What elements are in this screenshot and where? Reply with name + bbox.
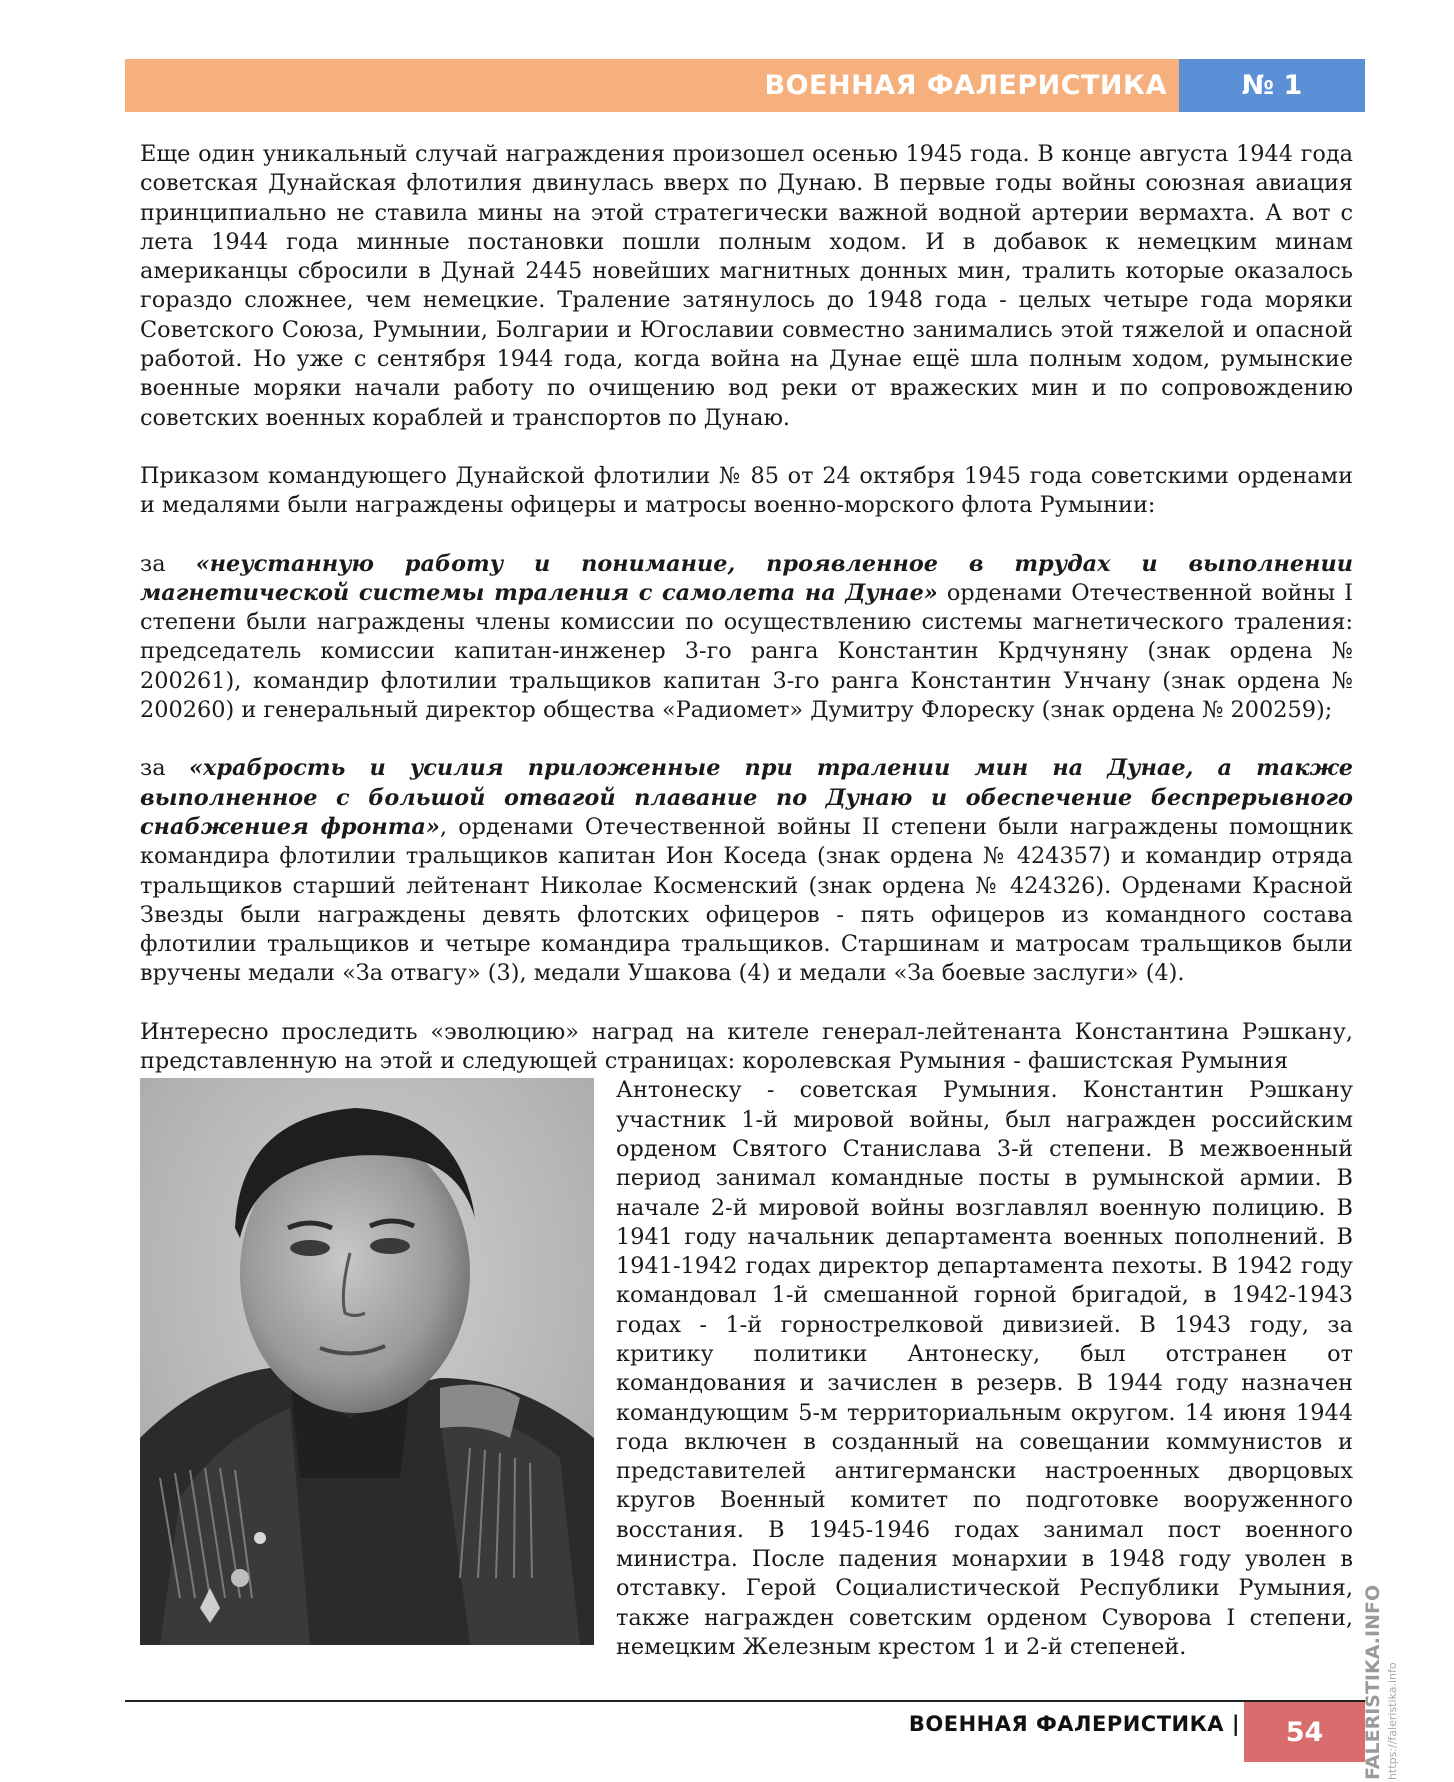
paragraph-2: Приказом командующего Дунайской флотилии № 85 от 24 октября 1945 года советскими орденами и медалями были награждены офицеры и матросы военно-морского флота Румынии: [140, 462, 1353, 519]
paragraph-4-text: , орденами Отечественной войны II степени были награждены помощник командира флотилии тральщиков капитан Ион Коседа (знак ордена № 424357) и командир отряда тральщиков старший лейтенант Николае Косменский (знак ордена № 424326). Орденами Красной Звезды были награждены девять флотских офицеров - пять офицеров из командного состава флотилии тральщиков и четыре командира тральщиков. Старшинам и матросам тральщиков были вручены медали «За отвагу» (3), медали Ушакова (4) и медали «За боевые заслуги» (4). [140, 813, 1353, 987]
paragraph-4 [140, 754, 1353, 988]
general-portrait-photo [140, 1078, 594, 1645]
issue-number: № 1 [1179, 59, 1365, 112]
page-header [125, 59, 1365, 112]
paragraph-3-quote: «неустанную работу и понимание, проявленное в трудах и выполнении магнетической системы траления с самолета на Дунае» [140, 550, 1353, 606]
site-watermark [1362, 1584, 1402, 1780]
watermark-url: https://faleristika.info [1386, 1662, 1399, 1780]
journal-title: ВОЕННАЯ ФАЛЕРИСТИКА [125, 59, 1179, 112]
watermark-site-name: FALERISTIKA.INFO [1362, 1584, 1384, 1780]
paragraph-1: Еще один уникальный случай награждения произошел осенью 1945 года. В конце августа 1944 года советская Дунайская флотилия двинулась вверх по Дунаю. В первые годы войны союзная авиация принципиально не ставила мины на этой стратегически важной водной артерии вермахта. А вот с лета 1944 года минные постановки пошли полным ходом. И в добавок к немецким минам американцы сбросили в Дунай 2445 новейших магнитных донных мин, тралить которые оказалось гораздо сложнее, чем немецкие. Траление затянулось до 1948 года - целых четыре года моряки Советского Союза, Румынии, Болгарии и Югославии совместно занимались этой тяжелой и опасной работой. Но уже с сентября 1944 года, когда война на Дунае ещё шла полным ходом, румынские военные моряки начали работу по очищению вод реки от вражеских мин и по сопровождению советских военных кораблей и транспортов по Дунаю. [140, 141, 1353, 431]
paragraph-3-text: орденами Отечественной войны I степени были награждены члены комиссии по осуществлению системы магнетического траления: председатель комиссии капитан-инженер 3-го ранга Константин Крдчуняну (знак ордена № 200261), командир флотилии тральщиков капитан 3-го ранга Константин Унчану (знак ордена № 200260) и генеральный директор общества «Радиомет» Думитру Флореску (знак ордена № 200259); [140, 579, 1353, 724]
article-body [140, 140, 1353, 1662]
footer-journal-title: ВОЕННАЯ ФАЛЕРИСТИКА | [908, 1712, 1240, 1736]
paragraph-5-intro: Интересно проследить «эволюцию» наград на кителе генерал-лейтенанта Константина Рэшкану, представленную на этой и следующей страницах: королевская Румыния - фашистская Румыния [140, 1018, 1353, 1075]
paragraph-3-lead: за [140, 550, 196, 577]
paragraph-4-lead: за [140, 755, 189, 782]
paragraph-4-quote: «храбрость и усилия приложенные при тралении мин на Дунае, а также выполненное с большой отвагой плавание по Дунаю и обеспечение беспрерывного снабжениея фронта» [140, 755, 1353, 840]
footer-rule [125, 1700, 1365, 1702]
paragraph-3 [140, 550, 1353, 726]
paragraph-5-biography: Антонеску - советская Румыния. Константин Рэшкану участник 1-й мировой войны, был награжден российским орденом Святого Станислава 3-й степени. В межвоенный период занимал командные посты в румынской армии. В начале 2-й мировой войны возглавлял военную полицию. В 1941 году начальник департамента военных пополнений. В 1941-1942 годах директор департамента пехоты. В 1942 году командовал 1-й смешанной горной бригадой, в 1942-1943 годах - 1-й горнострелковой дивизией. В 1943 году, за критику политики Антонеску, был отстранен от командования и зачислен в резерв. В 1944 году назначен командующим 5-м территориальным округом. 14 июня 1944 года включен в созданный на совещании коммунистов и представителей антигермански настроенных дворцовых кругов Военный комитет по подготовке вооруженного восстания. В 1945-1946 годах занимал пост военного министра. После падения монархии в 1948 году уволен в отставку. Герой Социалистической Республики Румыния, также награжден советским орденом Суворова I степени, немецким Железным крестом 1 и 2-й степеней. [616, 1077, 1353, 1660]
page-number: 54 [1244, 1702, 1365, 1762]
